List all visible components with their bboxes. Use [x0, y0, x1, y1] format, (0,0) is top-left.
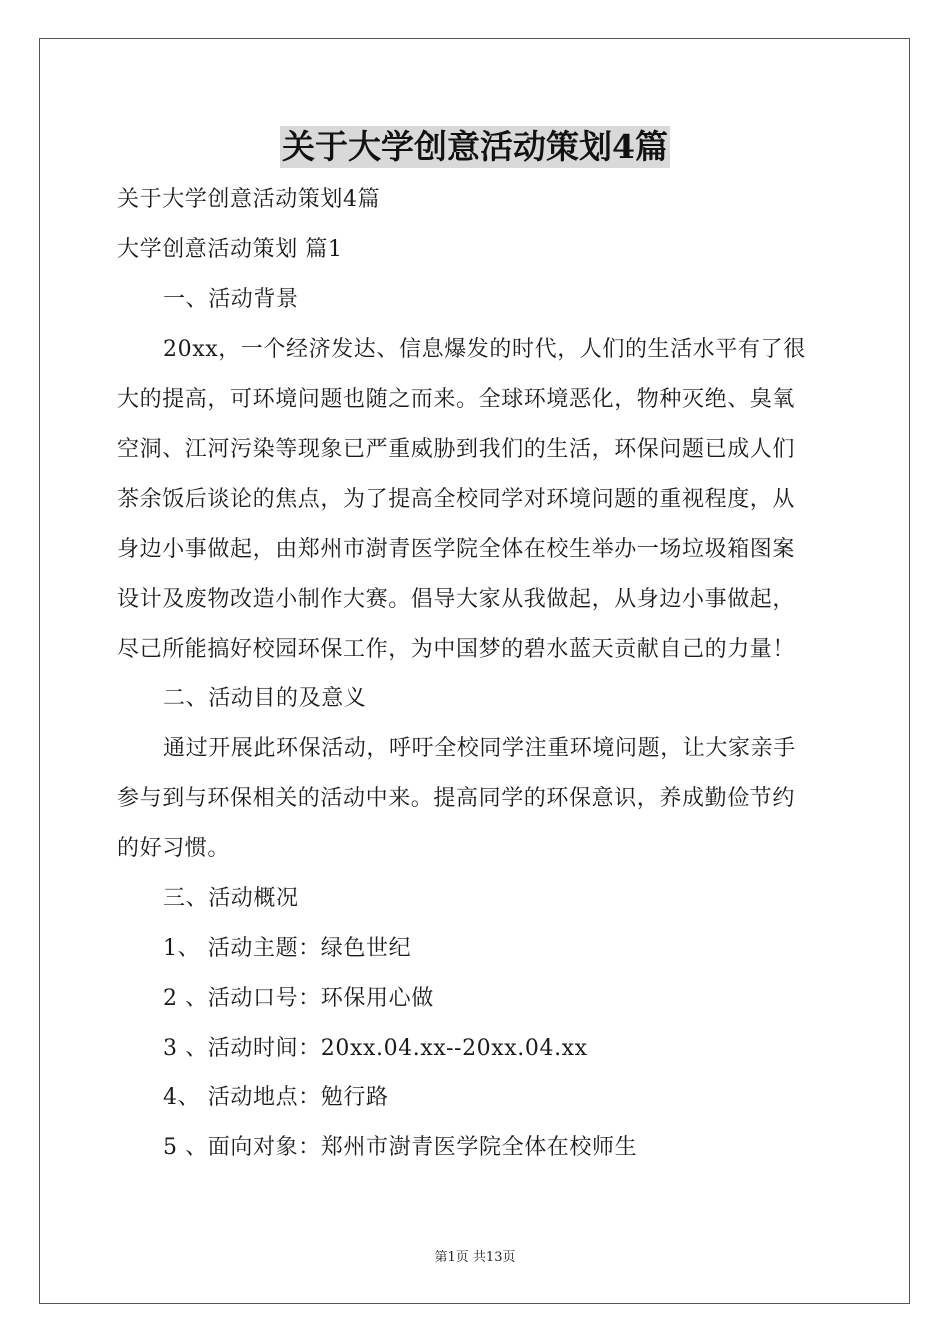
overview-item: 5 、面向对象：郑州市澍青医学院全体在校师生: [163, 1135, 638, 1160]
heading-overview: 三、活动概况: [163, 886, 299, 911]
page-border: [39, 38, 910, 1304]
paragraph-line: 大的提高，可环境问题也随之而来。全球环境恶化，物种灭绝、臭氧: [117, 387, 796, 412]
section-heading: 大学创意活动策划 篇1: [117, 237, 343, 262]
paragraph-line: 通过开展此环保活动，呼吁全校同学注重环境问题，让大家亲手: [163, 736, 796, 761]
paragraph-line: 的好习惯。: [117, 836, 231, 861]
document-title: [0, 126, 950, 170]
overview-item: 2 、活动口号：环保用心做: [163, 986, 434, 1011]
heading-purpose: 二、活动目的及意义: [163, 686, 367, 711]
paragraph-line: 设计及废物改造小制作大赛。倡导大家从我做起，从身边小事做起，: [117, 587, 796, 612]
paragraph-line: 空洞、江河污染等现象已严重威胁到我们的生活，环保问题已成人们: [117, 437, 796, 462]
overview-item: 1、 活动主题：绿色世纪: [163, 936, 412, 961]
paragraph-line: 身边小事做起，由郑州市澍青医学院全体在校生举办一场垃圾箱图案: [117, 537, 796, 562]
page-footer: 第1页 共13页: [434, 1250, 516, 1265]
overview-item: 3 、活动时间：20xx.04.xx--20xx.04.xx: [163, 1036, 588, 1061]
heading-background: 一、活动背景: [163, 287, 299, 312]
paragraph-line: 20xx，一个经济发达、信息爆发的时代，人们的生活水平有了很: [163, 337, 806, 362]
paragraph-line: 参与到与环保相关的活动中来。提高同学的环保意识，养成勤俭节约: [117, 786, 796, 811]
overview-item: 4、 活动地点：勉行路: [163, 1085, 389, 1110]
paragraph-line: 茶余饭后谈论的焦点，为了提高全校同学对环境问题的重视程度，从: [117, 487, 796, 512]
paragraph-line: 尽己所能搞好校园环保工作，为中国梦的碧水蓝天贡献自己的力量！: [117, 637, 796, 662]
document-title-text: 关于大学创意活动策划4篇: [282, 127, 668, 166]
subtitle: 关于大学创意活动策划4篇: [117, 187, 381, 212]
